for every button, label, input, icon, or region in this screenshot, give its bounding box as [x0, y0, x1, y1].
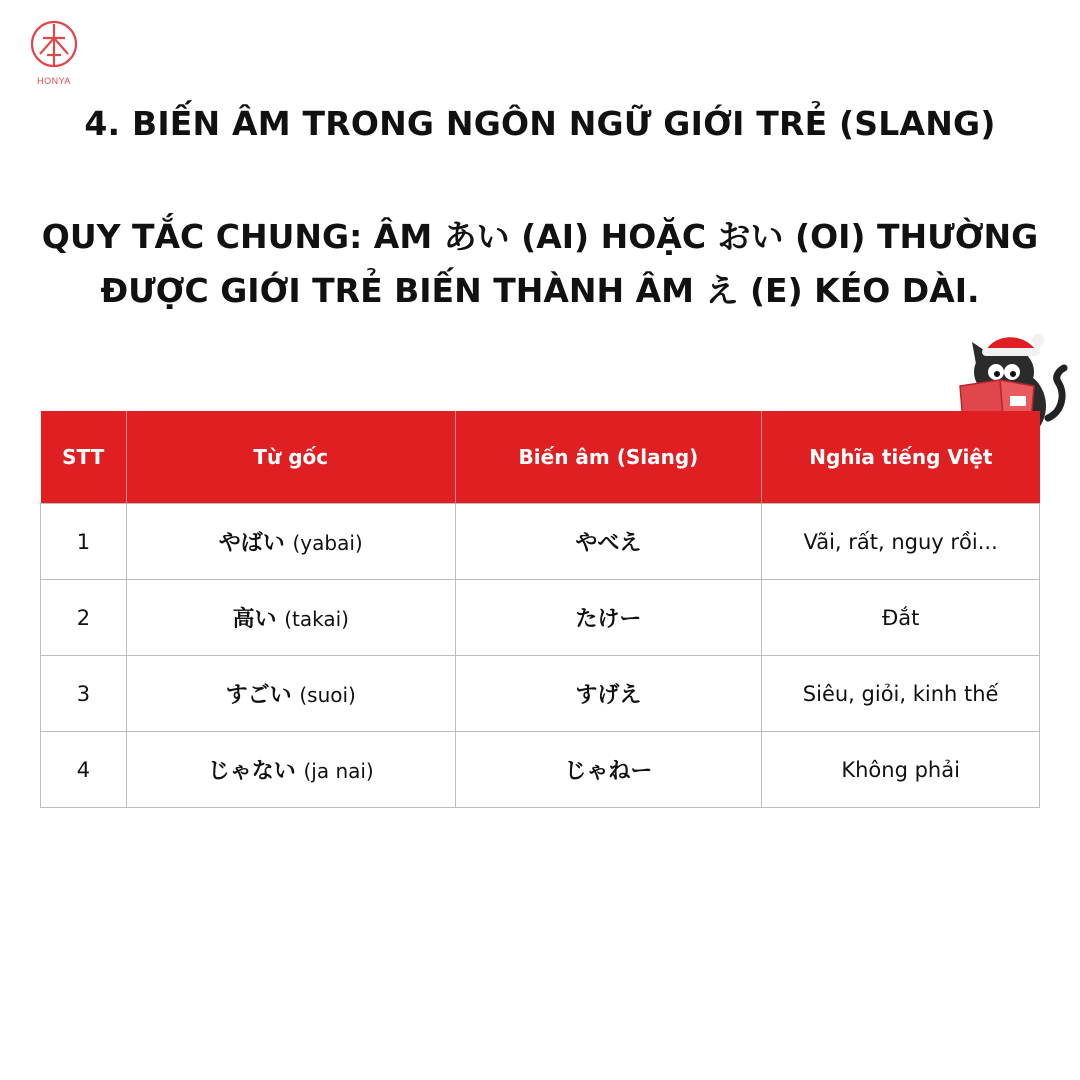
row-stt: 1 — [41, 504, 127, 580]
slang-table — [40, 411, 1040, 808]
row-stt: 3 — [41, 656, 127, 732]
page-title: 4. BIẾN ÂM TRONG NGÔN NGỮ GIỚI TRẺ (SLANG) — [84, 104, 996, 143]
row-original-word — [126, 504, 455, 580]
row-stt: 4 — [41, 732, 127, 808]
row-meaning: Không phải — [762, 732, 1040, 808]
row-meaning: Siêu, giỏi, kinh thế — [762, 656, 1040, 732]
word-jp: 高い — [232, 607, 277, 632]
word-romaji: (takai) — [284, 607, 349, 631]
word-romaji: (ja nai) — [303, 759, 374, 783]
table-row — [41, 656, 1040, 732]
table-row — [41, 732, 1040, 808]
word-romaji: (suoi) — [299, 683, 356, 707]
word-jp: じゃない — [207, 759, 296, 784]
rule-text — [40, 210, 1040, 318]
row-stt: 2 — [41, 580, 127, 656]
row-slang: たけー — [455, 580, 762, 656]
table-header-row — [41, 411, 1040, 504]
header-original-word: Từ gốc — [126, 411, 455, 504]
honya-logo-mark — [26, 18, 82, 74]
header-stt: STT — [41, 411, 127, 504]
table-row — [41, 504, 1040, 580]
row-original-word — [126, 656, 455, 732]
word-romaji: (yabai) — [292, 531, 363, 555]
row-slang: やべえ — [455, 504, 762, 580]
row-meaning: Đắt — [762, 580, 1040, 656]
row-slang: すげえ — [455, 656, 762, 732]
row-original-word — [126, 580, 455, 656]
rule-line-2: ĐƯỢC GIỚI TRẺ BIẾN THÀNH ÂM え (E) KÉO DÀI. — [100, 271, 980, 310]
table-row — [41, 580, 1040, 656]
row-slang: じゃねー — [455, 732, 762, 808]
honya-logo — [26, 18, 86, 90]
word-jp: すごい — [225, 683, 292, 708]
rule-line-1: QUY TẮC CHUNG: ÂM あい (AI) HOẶC おい (OI) THƯỜNG — [41, 217, 1039, 256]
logo-text: HONYA — [37, 76, 71, 86]
row-meaning: Vãi, rất, nguy rồi... — [762, 504, 1040, 580]
word-jp: やばい — [218, 531, 285, 556]
row-original-word — [126, 732, 455, 808]
header-slang: Biến âm (Slang) — [455, 411, 762, 504]
header-meaning: Nghĩa tiếng Việt — [762, 411, 1040, 504]
